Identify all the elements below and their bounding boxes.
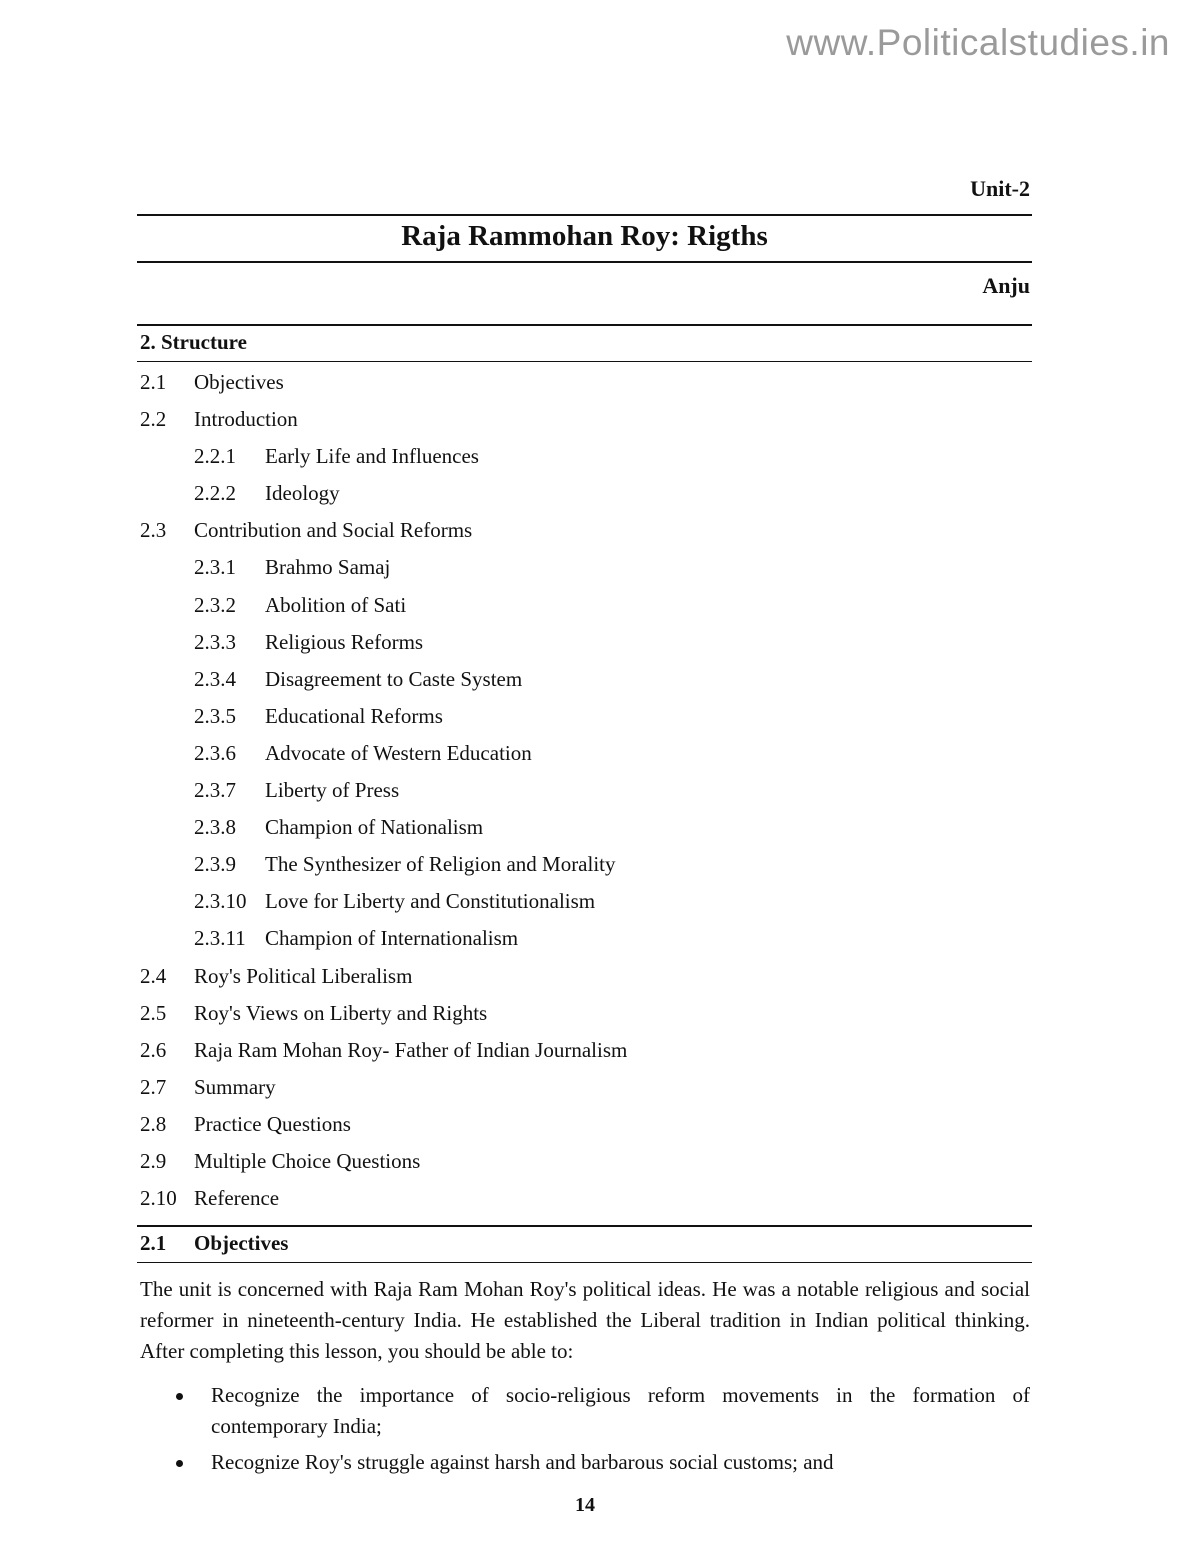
toc-item-number: 2.3.9 [194, 852, 236, 877]
toc-item-number: 2.10 [140, 1186, 177, 1211]
toc-item-number: 2.3.2 [194, 592, 236, 617]
toc-item-number: 2.2.2 [194, 481, 236, 506]
toc-item-label: Religious Reforms [265, 629, 424, 654]
toc-item-label: Champion of Nationalism [265, 815, 484, 840]
toc-item-number: 2.3.5 [194, 703, 236, 728]
toc-item [140, 995, 627, 1032]
bullet-icon [176, 1460, 183, 1467]
objectives-number: 2.1 [140, 1231, 167, 1255]
toc-item-number: 2.3.1 [194, 555, 236, 580]
bullet-item [140, 1380, 1030, 1442]
toc-item-number: 2.7 [140, 1074, 167, 1099]
toc-item-number: 2.3.8 [194, 815, 236, 840]
toc-item-label: Champion of Internationalism [265, 926, 519, 951]
objectives-bottom-rule [137, 1262, 1032, 1263]
toc-item [140, 1032, 627, 1069]
toc-item [140, 512, 627, 549]
toc-item [140, 735, 627, 772]
toc-item-number: 2.4 [140, 963, 167, 988]
website-watermark: www.Politicalstudies.in [786, 22, 1170, 63]
toc-item-number: 2.3.6 [194, 740, 236, 765]
author-name: Anju [982, 273, 1030, 298]
page-title: Raja Rammohan Roy: Rigths [401, 220, 768, 252]
toc-item [140, 438, 627, 475]
toc-item-number: 2.3.10 [194, 889, 247, 914]
toc-item [140, 920, 627, 957]
objectives-paragraph: The unit is concerned with Raja Ram Mohan Roy's political ideas. He was a notable religious and social reformer in nineteenth-century India. He established the Liberal tradition in Indian political thinking. After completing this lesson, you should be able to: [140, 1277, 1030, 1363]
bullet-text: Recognize Roy's struggle against harsh and barbarous social customs; and [211, 1450, 834, 1474]
toc-item-number: 2.9 [140, 1148, 167, 1173]
toc-item-number: 2.3.3 [194, 629, 236, 654]
toc-item-label: Roy's Views on Liberty and Rights [194, 1000, 488, 1025]
toc-item-number: 2.3.4 [194, 666, 236, 691]
toc-item-label: Abolition of Sati [265, 592, 407, 617]
toc-item-number: 2.3.11 [194, 926, 246, 951]
toc-item [140, 1106, 627, 1143]
toc-item-label: Brahmo Samaj [265, 555, 391, 580]
toc-item-number: 2.8 [140, 1111, 167, 1136]
toc-item [140, 364, 627, 401]
toc-item-number: 2.3.7 [194, 778, 236, 803]
toc-item-label: Roy's Political Liberalism [194, 963, 413, 988]
toc-item [140, 1180, 627, 1217]
table-of-contents [140, 364, 627, 1217]
toc-item-label: Early Life and Influences [265, 444, 479, 469]
toc-item [140, 958, 627, 995]
title-bottom-rule [137, 261, 1032, 263]
toc-item-label: Liberty of Press [265, 778, 400, 803]
toc-item [140, 883, 627, 920]
bullet-text: Recognize the importance of socio-religious reform movements in the formation of contemporary India; [211, 1383, 1030, 1438]
structure-top-rule [137, 324, 1032, 326]
toc-item-number: 2.1 [140, 370, 167, 394]
toc-item [140, 587, 627, 624]
toc-item-label: Advocate of Western Education [265, 740, 532, 765]
toc-item-label: Practice Questions [194, 1111, 351, 1136]
toc-item [140, 624, 627, 661]
page-number: 14 [575, 1494, 595, 1516]
toc-item [140, 549, 627, 586]
toc-item-number: 2.2 [140, 407, 167, 432]
bullet-item [140, 1447, 1030, 1478]
toc-item-label: Raja Ram Mohan Roy- Father of Indian Journalism [194, 1037, 628, 1062]
toc-item-label: Summary [194, 1074, 276, 1099]
bullet-icon [176, 1393, 183, 1400]
toc-item [140, 698, 627, 735]
toc-item [140, 846, 627, 883]
toc-item-label: Disagreement to Caste System [265, 666, 523, 691]
objectives-heading [140, 1231, 288, 1256]
toc-item [140, 475, 627, 512]
toc-item-label: Contribution and Social Reforms [194, 518, 473, 543]
toc-item-number: 2.6 [140, 1037, 167, 1062]
toc-item [140, 809, 627, 846]
toc-item-label: Love for Liberty and Constitutionalism [265, 889, 596, 914]
structure-bottom-rule [137, 361, 1032, 362]
toc-item [140, 1143, 627, 1180]
objectives-title: Objectives [194, 1231, 289, 1255]
toc-item-label: Multiple Choice Questions [194, 1148, 421, 1173]
toc-item-number: 2.2.1 [194, 444, 236, 469]
toc-item [140, 401, 627, 438]
toc-item-label: Objectives [194, 370, 284, 394]
toc-item-label: The Synthesizer of Religion and Morality [265, 852, 616, 877]
objectives-bullet-list [140, 1380, 1030, 1483]
toc-item-label: Reference [194, 1186, 280, 1211]
toc-item-label: Ideology [265, 481, 340, 506]
toc-item [140, 1069, 627, 1106]
toc-item [140, 772, 627, 809]
toc-item-label: Educational Reforms [265, 703, 443, 728]
structure-heading: 2. Structure [140, 330, 247, 354]
toc-item-label: Introduction [194, 407, 298, 432]
title-top-rule [137, 214, 1032, 216]
unit-label: Unit-2 [970, 176, 1030, 201]
toc-item [140, 661, 627, 698]
toc-item-number: 2.3 [140, 518, 167, 543]
toc-item-number: 2.5 [140, 1000, 167, 1025]
objectives-top-rule [137, 1225, 1032, 1227]
